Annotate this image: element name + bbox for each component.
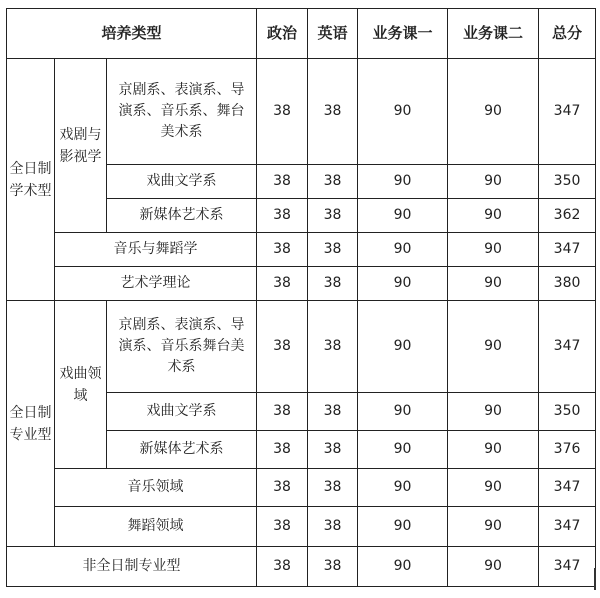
politics-cell: 38 — [257, 301, 308, 393]
course2-cell: 90 — [448, 507, 539, 547]
subgroup-label: 戏曲领域 — [55, 301, 107, 469]
table-row — [7, 233, 596, 267]
text-cursor — [594, 568, 596, 590]
header-row — [7, 9, 596, 59]
course1-cell: 90 — [358, 199, 448, 233]
table-row — [7, 267, 596, 301]
score-table — [6, 8, 596, 587]
table-row — [7, 59, 596, 165]
table-row — [7, 301, 596, 393]
politics-cell: 38 — [257, 59, 308, 165]
header-course2: 业务课二 — [448, 9, 539, 59]
course1-cell: 90 — [358, 301, 448, 393]
course2-cell: 90 — [448, 165, 539, 199]
course2-cell: 90 — [448, 547, 539, 587]
row-label: 音乐与舞蹈学 — [55, 233, 257, 267]
total-cell: 347 — [539, 59, 596, 165]
table-row — [7, 469, 596, 507]
english-cell: 38 — [308, 393, 358, 431]
row-label: 戏曲文学系 — [107, 165, 257, 199]
row-label: 新媒体艺术系 — [107, 431, 257, 469]
course2-cell: 90 — [448, 301, 539, 393]
row-label: 戏曲文学系 — [107, 393, 257, 431]
total-cell: 347 — [539, 507, 596, 547]
course2-cell: 90 — [448, 431, 539, 469]
row-label: 音乐领域 — [55, 469, 257, 507]
row-label: 京剧系、表演系、导演系、音乐系舞台美术系 — [107, 301, 257, 393]
course2-cell: 90 — [448, 393, 539, 431]
total-cell: 347 — [539, 469, 596, 507]
total-cell: 362 — [539, 199, 596, 233]
header-english: 英语 — [308, 9, 358, 59]
course2-cell: 90 — [448, 233, 539, 267]
row-label: 艺术学理论 — [55, 267, 257, 301]
total-cell: 347 — [539, 233, 596, 267]
course1-cell: 90 — [358, 233, 448, 267]
politics-cell: 38 — [257, 267, 308, 301]
row-label: 京剧系、表演系、导演系、音乐系、舞台美术系 — [107, 59, 257, 165]
header-course1: 业务课一 — [358, 9, 448, 59]
english-cell: 38 — [308, 507, 358, 547]
course2-cell: 90 — [448, 267, 539, 301]
row-label: 新媒体艺术系 — [107, 199, 257, 233]
group-label: 全日制专业型 — [7, 301, 55, 547]
english-cell: 38 — [308, 233, 358, 267]
row-label: 舞蹈领域 — [55, 507, 257, 547]
course1-cell: 90 — [358, 59, 448, 165]
group-label: 全日制学术型 — [7, 59, 55, 301]
table-row — [7, 507, 596, 547]
politics-cell: 38 — [257, 431, 308, 469]
header-politics: 政治 — [257, 9, 308, 59]
english-cell: 38 — [308, 547, 358, 587]
course2-cell: 90 — [448, 469, 539, 507]
course1-cell: 90 — [358, 165, 448, 199]
total-cell: 347 — [539, 301, 596, 393]
total-cell: 380 — [539, 267, 596, 301]
politics-cell: 38 — [257, 233, 308, 267]
english-cell: 38 — [308, 59, 358, 165]
total-cell: 347 — [539, 547, 596, 587]
course1-cell: 90 — [358, 393, 448, 431]
english-cell: 38 — [308, 431, 358, 469]
course1-cell: 90 — [358, 507, 448, 547]
course1-cell: 90 — [358, 431, 448, 469]
english-cell: 38 — [308, 199, 358, 233]
course1-cell: 90 — [358, 267, 448, 301]
course1-cell: 90 — [358, 469, 448, 507]
politics-cell: 38 — [257, 507, 308, 547]
total-cell: 350 — [539, 165, 596, 199]
english-cell: 38 — [308, 267, 358, 301]
header-type: 培养类型 — [7, 9, 257, 59]
english-cell: 38 — [308, 165, 358, 199]
table-row — [7, 547, 596, 587]
politics-cell: 38 — [257, 547, 308, 587]
course1-cell: 90 — [358, 547, 448, 587]
total-cell: 350 — [539, 393, 596, 431]
politics-cell: 38 — [257, 469, 308, 507]
politics-cell: 38 — [257, 199, 308, 233]
course2-cell: 90 — [448, 59, 539, 165]
total-cell: 376 — [539, 431, 596, 469]
header-total: 总分 — [539, 9, 596, 59]
row-label: 非全日制专业型 — [7, 547, 257, 587]
politics-cell: 38 — [257, 393, 308, 431]
english-cell: 38 — [308, 469, 358, 507]
english-cell: 38 — [308, 301, 358, 393]
subgroup-label: 戏剧与影视学 — [55, 59, 107, 233]
course2-cell: 90 — [448, 199, 539, 233]
politics-cell: 38 — [257, 165, 308, 199]
